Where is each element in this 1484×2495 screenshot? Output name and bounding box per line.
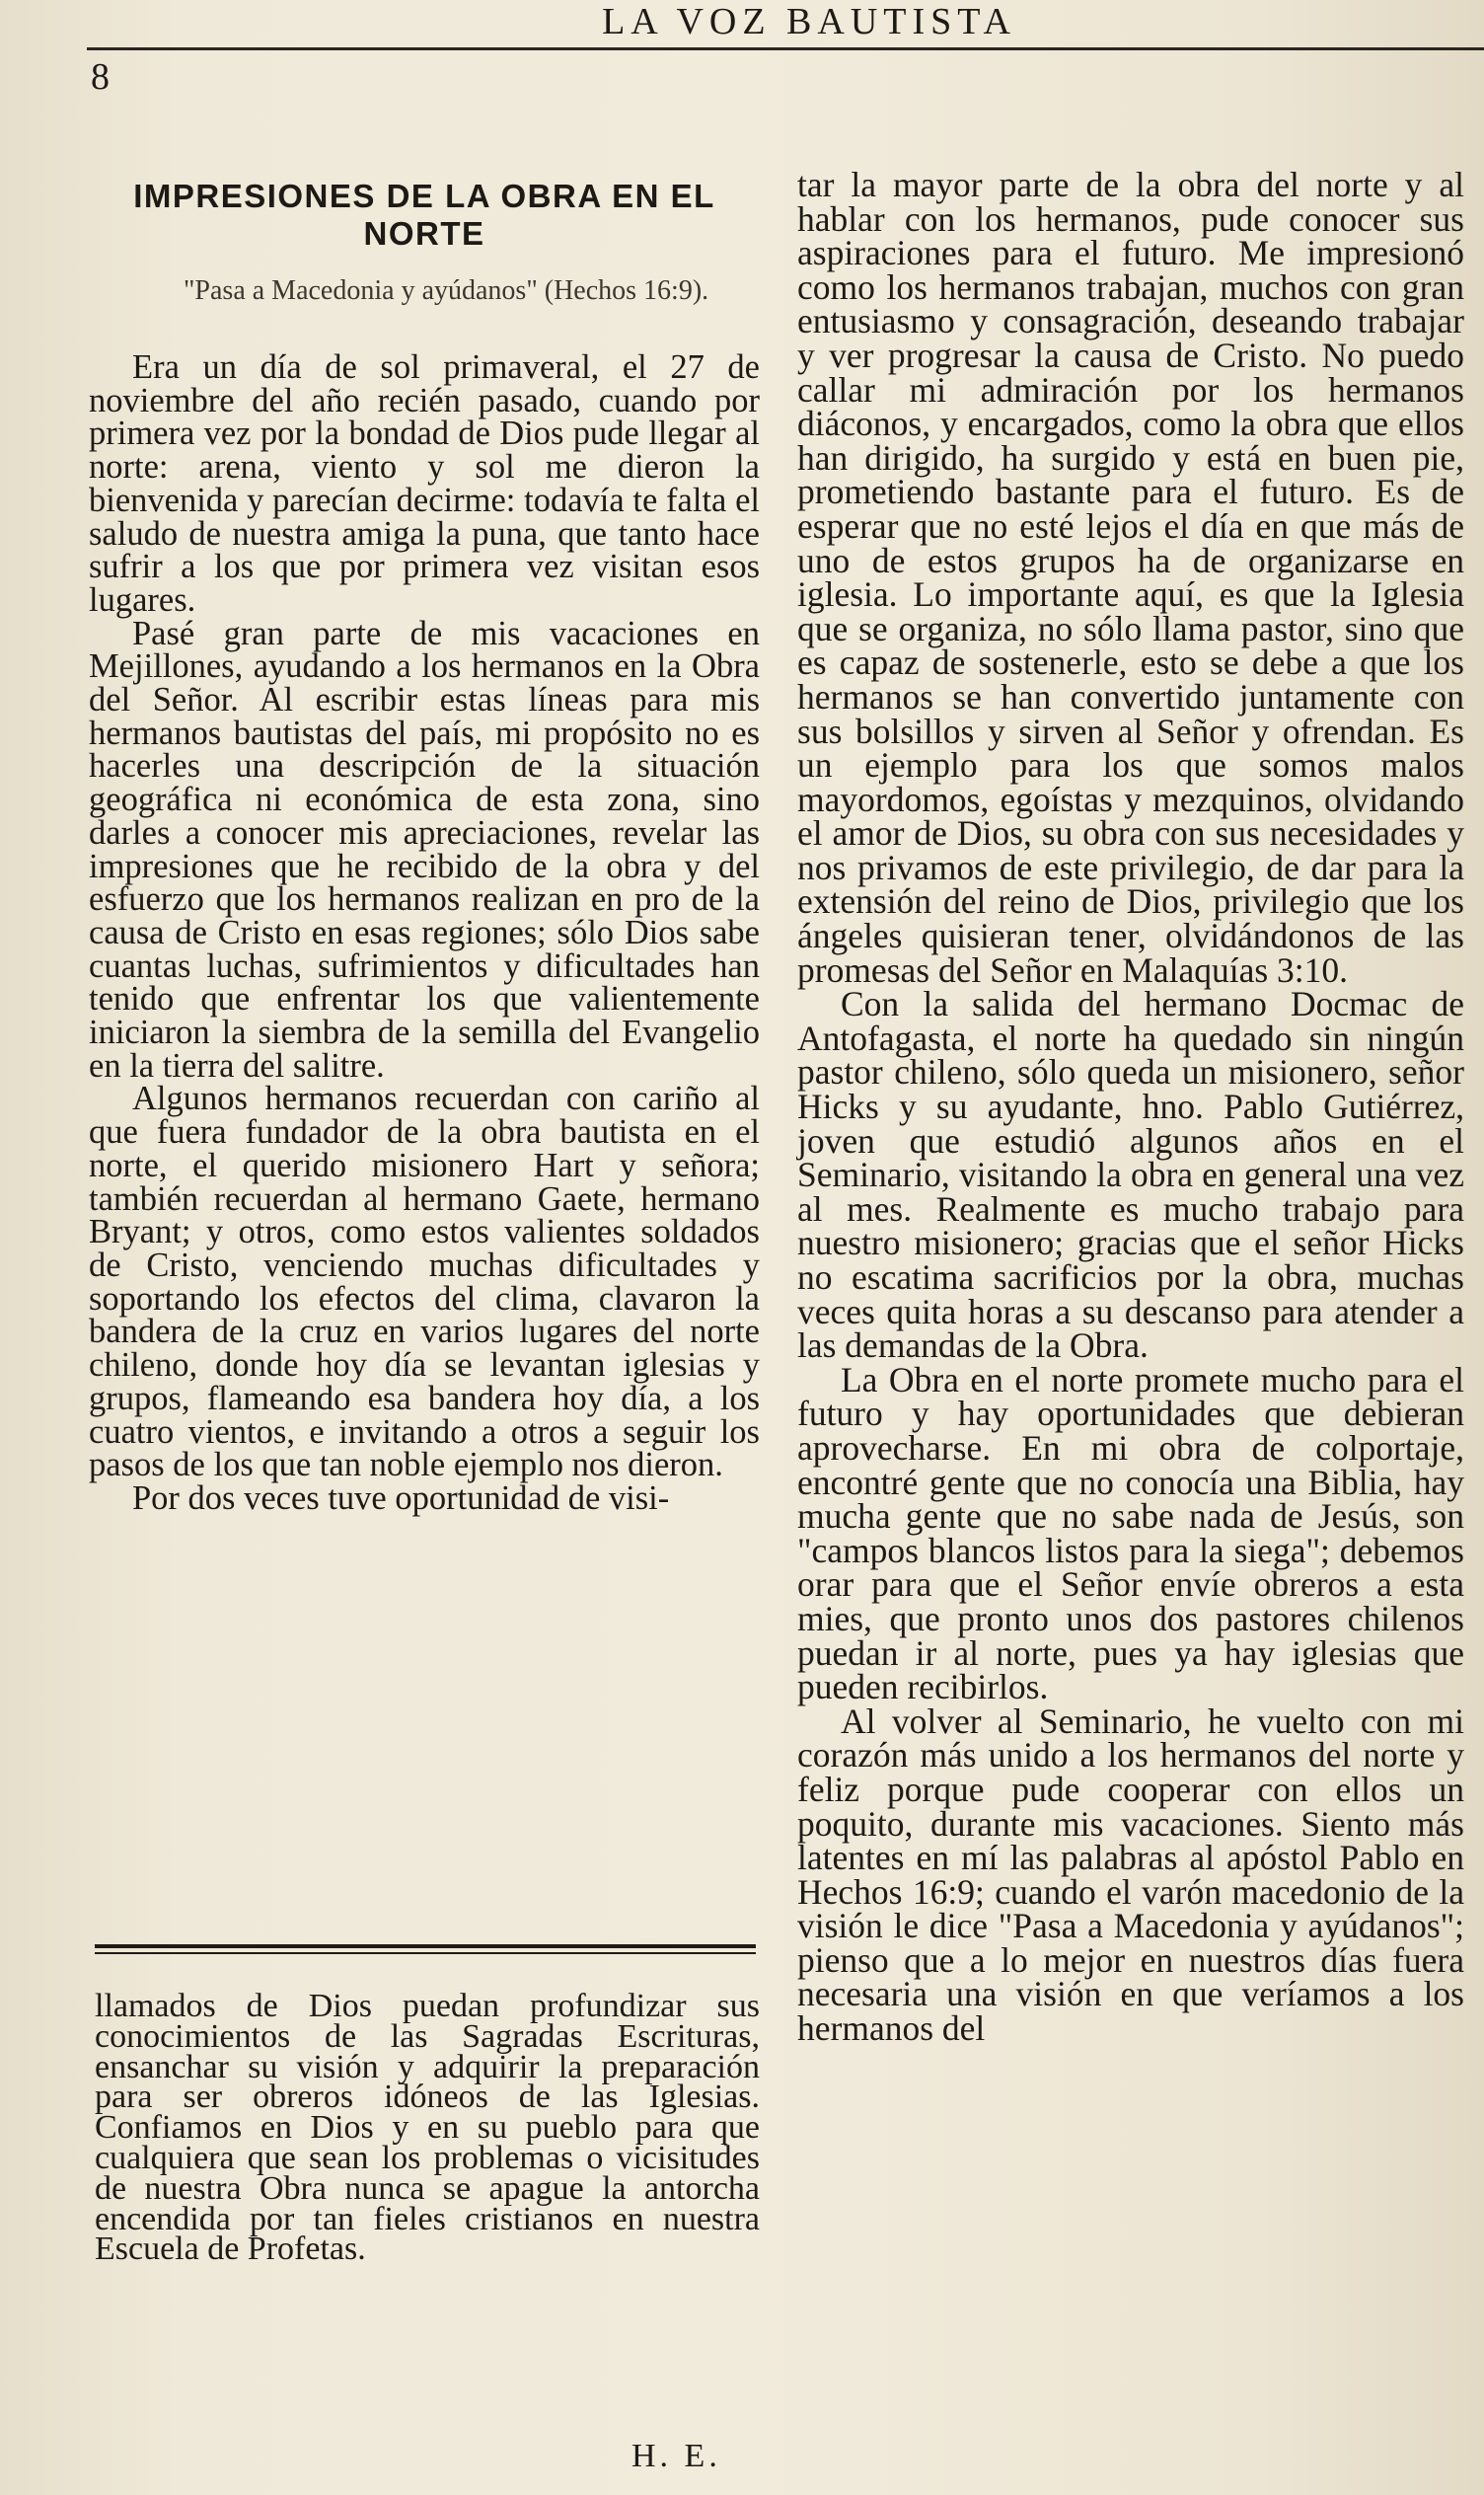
author-initials: H. E. [631,2438,721,2474]
page-number: 8 [91,56,110,98]
paragraph: Con la salida del hermano Docmac de Antofagasta, el norte ha quedado sin ningún pastor chileno, sólo queda un misionero, señor Hicks y su ayudante, hno. Pablo Gutiérrez, joven que estudió algunos años en el Seminario, visitando la obra en general una vez al mes. Realmente es mucho trabajo para nuestro misionero; gracias que el señor Hicks no escatima sacrificios por la obra, muchas veces quita horas a su descanso para atender a las demandas de la Obra. [797,984,1464,1366]
paragraph: llamados de Dios puedan profundizar sus conocimientos de las Sagradas Escrituras, ensanchar su visión y adquirir la preparación para ser obreros idóneos de las Iglesias. Confiamos en Dios y en su pueblo para que cualquiera que sean los problemas o vicisitudes de nuestra Obra nunca se apague la antorcha encendida por tan fieles cristianos en nuestra Escuela de Profetas. [95,1988,760,2268]
previous-article-continuation [95,1988,760,2268]
section-divider [95,1944,756,1958]
header-rule [87,47,1484,50]
paragraph: Algunos hermanos recuerdan con cariño al que fuera fundador de la obra bautista en el norte, el querido misionero Hart y señora; también recuerdan al hermano Gaete, hermano Bryant; y otros, como estos valientes soldados de Cristo, venciendo muchas dificultades y soportando los efectos del clima, clavaron la bandera de la cruz en varios lugares del norte chileno, donde hoy día se levantan iglesias y grupos, flameando esa bandera hoy día, a los cuatro vientos, e invitando a otros a seguir los pasos de los que tan noble ejemplo nos dieron. [89,1080,760,1484]
divider-rule-thick [95,1944,756,1948]
article-title: IMPRESIONES DE LA OBRA EN EL NORTE [133,178,715,252]
right-column [797,165,1464,2049]
running-head [0,0,1484,98]
divider-rule-thin [95,1952,756,1954]
paragraph: Pasé gran parte de mis vacaciones en Mejillones, ayudando a los hermanos en la Obra del Señor. Al escribir estas líneas para mis hermanos bautistas del país, mi propósito no es hacerles una descripción de la situación geográfica ni económica de esta zona, sino darles a conocer mis apreciaciones, revelar las impresiones que he recibido de la obra y del esfuerzo que los hermanos realizan en pro de la causa de Cristo en esas regiones; sólo Dios sabe cuantas luchas, sufrimientos y dificultades han tenido que enfrentar los que valientemente iniciaron la siembra de la semilla del Evangelio en la tierra del salitre. [89,614,760,1085]
paragraph: Por dos veces tuve oportunidad de visi- [132,1478,670,1517]
paragraph: Era un día de sol primaveral, el 27 de noviembre del año recién pasado, cuando por primera vez por la bondad de Dios pude llegar al norte: arena, viento y sol me dieron la bienvenida y parecían decirme: todavía te falta el saludo de nuestra amiga la puna, que tanto hace sufrir a los que por primera vez visitan esos lugares. [89,348,760,619]
paragraph: Al volver al Seminario, he vuelto con mi corazón más unido a los hermanos del norte y feliz porque pude cooperar con ellos un poquito, durante mis vacaciones. Siento más latentes en mí las palabras al apóstol Pablo en Hechos 16:9; cuando el varón macedonio de la visión le dice "Pasa a Macedonia y ayúdanos"; pienso que a lo mejor en nuestros días fuera necesaria una visión en que veríamos a los hermanos del [797,1701,1464,2049]
journal-title: LA VOZ BAUTISTA [602,1,1016,42]
paragraph: tar la mayor parte de la obra del norte y al hablar con los hermanos, pude conocer sus aspiraciones para el futuro. Me impresionó como los hermanos trabajan, muchos con gran entusiasmo y consagración, deseando trabajar y ver progresar la causa de Cristo. No puedo callar mi admiración por los hermanos diáconos, y encargados, como la obra que ellos han dirigido, ha surgido y está en buen pie, prometiendo bastante para el futuro. Es de esperar que no esté lejos el día en que más de uno de estos grupos ha de organizarse en iglesia. Lo importante aquí, es que la Iglesia que se organiza, no sólo llama pastor, sino que es capaz de sostenerle, esto se debe a que los hermanos se han convertido juntamente con sus bolsillos y sirven al Señor y ofrendan. Es un ejemplo para los que somos malos mayordomos, egoístas y mezquinos, olvidando el amor de Dios, su obra con sus necesidades y nos privamos de este privilegio, de dar para la extensión del reino de Dios, privilegio que los ángeles quisieran tener, olvidándonos de las promesas del Señor en Malaquías 3:10. [797,165,1464,990]
epigraph: "Pasa a Macedonia y ayúdanos" (Hechos 16:9). [184,275,709,306]
left-column [89,168,760,1516]
paragraph: La Obra en el norte promete mucho para el futuro y hay oportunidades que debieran aprovecharse. En mi obra de colportaje, encontré gente que no conocía una Biblia, hay mucha gente que no sabe nada de Jesús, son "campos blancos listos para la siega"; debemos orar para que el Señor envíe obreros a esta mies, que pronto unos dos pastores chilenos puedan ir al norte, pues ya hay iglesias que pueden recibirlos. [797,1359,1464,1707]
